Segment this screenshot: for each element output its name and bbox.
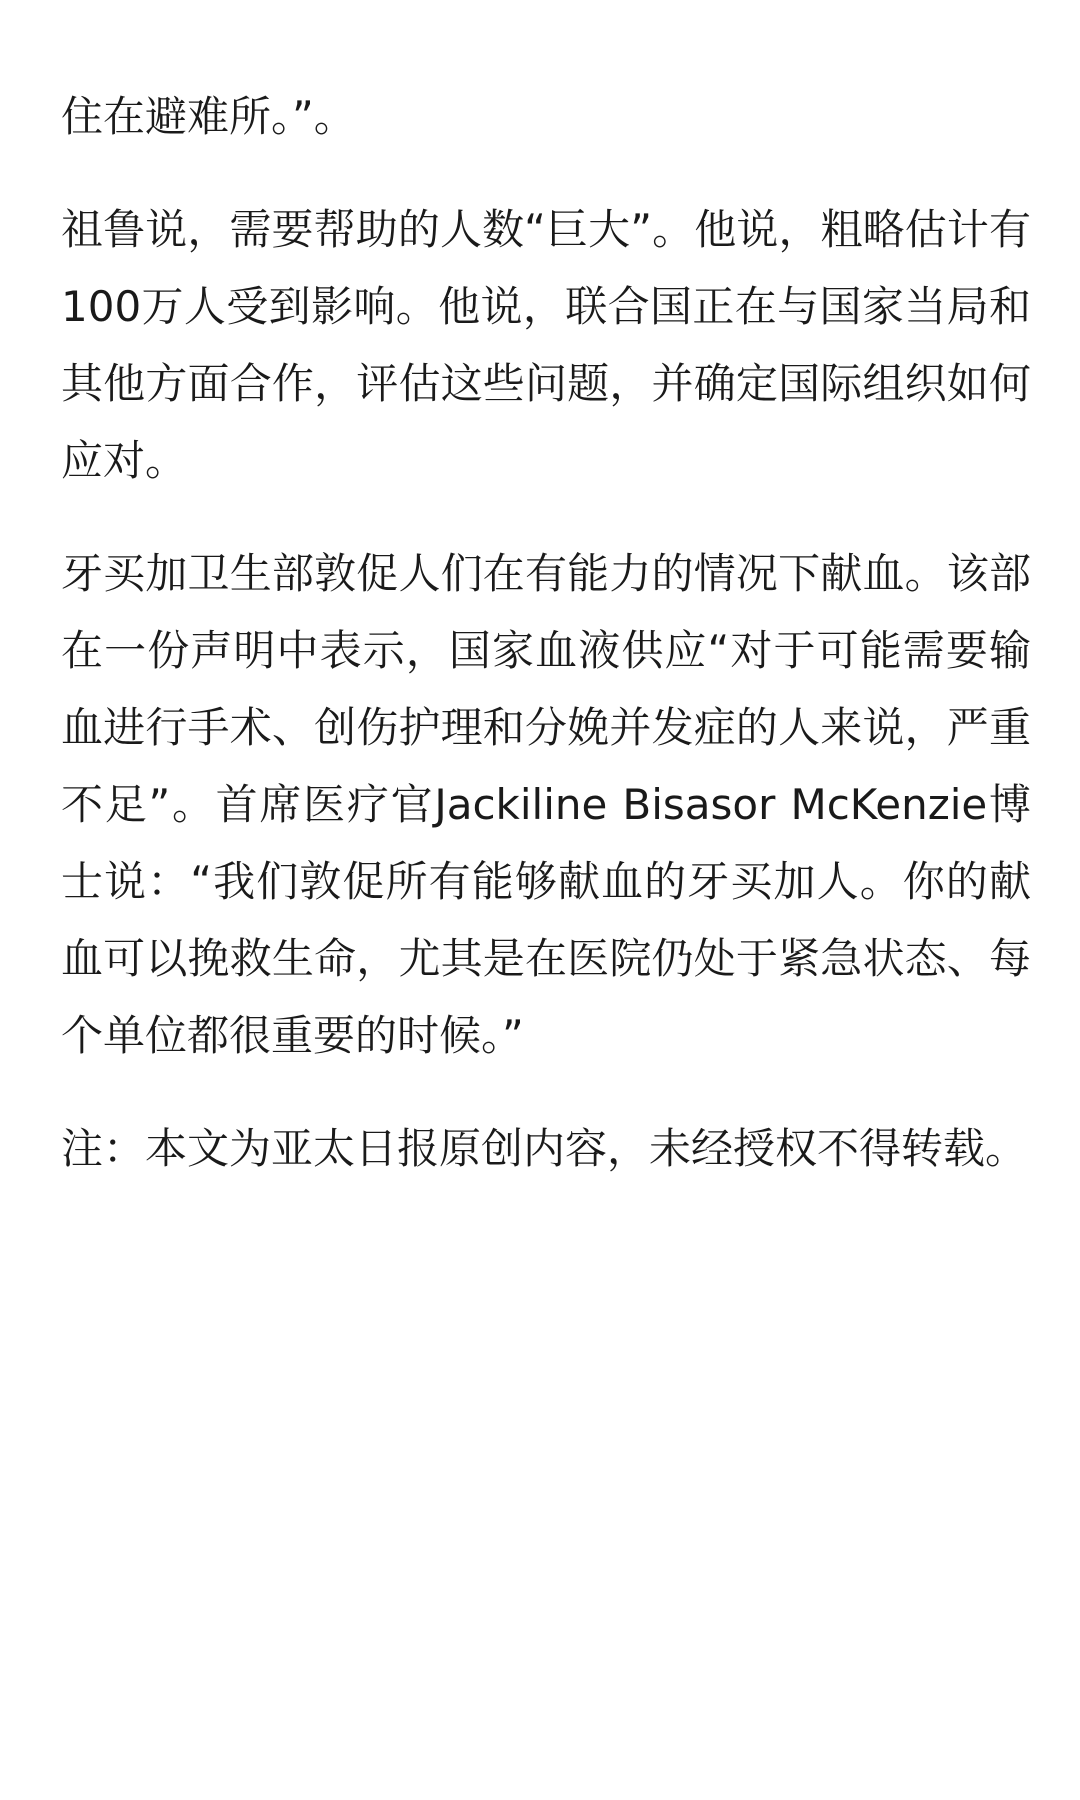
copyright-note: 注：本文为亚太日报原创内容，未经授权不得转载。: [61, 1124, 1028, 1173]
article-paragraph: 牙买加卫生部敦促人们在有能力的情况下献血。该部在一份声明中表示，国家血液供应“对于可能需要输血进行手术、创伤护理和分娩并发症的人来说，严重不足”。首席医疗官Jackiline Bisasor McKenzie博士说：“我们敦促所有能够献血的牙买加人。你的献血可以挽救生命，尤其是在医院仍处于紧急状态、每个单位都很重要的时候。”: [61, 549, 1031, 1060]
article-paragraph: 住在避难所。”。: [61, 92, 356, 141]
article-body: [61, 78, 1031, 1187]
article-paragraph: 祖鲁说，需要帮助的人数“巨大”。他说，粗略估计有100万人受到影响。他说，联合国正在与国家当局和其他方面合作，评估这些问题，并确定国际组织如何应对。: [61, 205, 1031, 485]
